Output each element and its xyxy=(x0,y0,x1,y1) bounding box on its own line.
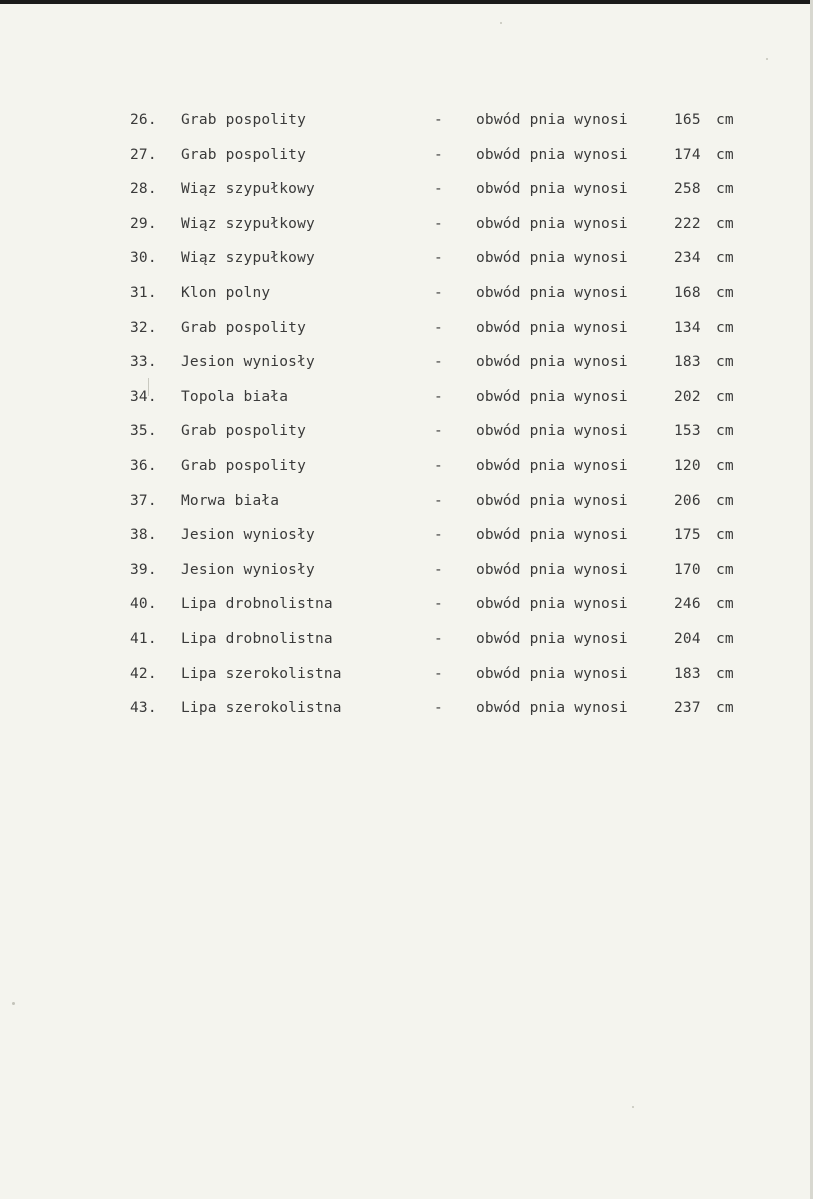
item-number: 35. xyxy=(130,423,157,440)
circumference-value: 120 xyxy=(674,457,701,474)
circumference-value: 153 xyxy=(674,423,701,440)
list-item xyxy=(0,250,813,285)
item-number: 34. xyxy=(130,388,157,405)
unit-label: cm xyxy=(716,527,734,544)
unit-label: cm xyxy=(716,457,734,474)
separator-dash: - xyxy=(434,388,443,405)
unit-label: cm xyxy=(716,284,734,301)
unit-label: cm xyxy=(716,492,734,509)
measurement-phrase: obwód pnia wynosi xyxy=(476,492,628,509)
tree-species: Grab pospolity xyxy=(181,146,307,163)
circumference-value: 206 xyxy=(674,492,701,509)
circumference-value: 246 xyxy=(674,596,701,613)
tree-species: Wiąz szypułkowy xyxy=(181,181,315,198)
circumference-value: 183 xyxy=(674,665,701,682)
circumference-value: 183 xyxy=(674,354,701,371)
measurement-phrase: obwód pnia wynosi xyxy=(476,388,628,405)
circumference-value: 237 xyxy=(674,700,701,717)
separator-dash: - xyxy=(434,700,443,717)
separator-dash: - xyxy=(434,423,443,440)
measurement-phrase: obwód pnia wynosi xyxy=(476,146,628,163)
circumference-value: 168 xyxy=(674,284,701,301)
unit-label: cm xyxy=(716,700,734,717)
unit-label: cm xyxy=(716,181,734,198)
tree-species: Morwa biała xyxy=(181,492,280,509)
list-item xyxy=(0,112,813,147)
list-item xyxy=(0,527,813,562)
item-number: 36. xyxy=(130,457,157,474)
item-number: 32. xyxy=(130,319,157,336)
circumference-value: 165 xyxy=(674,112,701,128)
measurement-phrase: obwód pnia wynosi xyxy=(476,215,628,232)
unit-label: cm xyxy=(716,423,734,440)
item-number: 31. xyxy=(130,284,157,301)
measurement-phrase: obwód pnia wynosi xyxy=(476,423,628,440)
tree-species: Grab pospolity xyxy=(181,112,307,128)
unit-label: cm xyxy=(716,665,734,682)
list-item xyxy=(0,596,813,631)
tree-species: Jesion wyniosły xyxy=(181,527,315,544)
paper-speck xyxy=(632,1106,634,1108)
separator-dash: - xyxy=(434,319,443,336)
separator-dash: - xyxy=(434,596,443,613)
item-number: 29. xyxy=(130,215,157,232)
circumference-value: 202 xyxy=(674,388,701,405)
measurement-phrase: obwód pnia wynosi xyxy=(476,284,628,301)
unit-label: cm xyxy=(716,596,734,613)
paper-speck xyxy=(766,58,768,60)
item-number: 40. xyxy=(130,596,157,613)
measurement-phrase: obwód pnia wynosi xyxy=(476,181,628,198)
list-item xyxy=(0,181,813,216)
scan-top-edge xyxy=(0,0,813,4)
tree-species: Wiąz szypułkowy xyxy=(181,215,315,232)
circumference-value: 175 xyxy=(674,527,701,544)
list-item xyxy=(0,666,813,701)
unit-label: cm xyxy=(716,112,734,128)
unit-label: cm xyxy=(716,561,734,578)
list-item xyxy=(0,216,813,251)
list-item xyxy=(0,389,813,424)
unit-label: cm xyxy=(716,354,734,371)
unit-label: cm xyxy=(716,630,734,647)
list-item xyxy=(0,493,813,528)
tree-species: Lipa drobnolistna xyxy=(181,630,333,647)
measurement-phrase: obwód pnia wynosi xyxy=(476,112,628,128)
measurement-phrase: obwód pnia wynosi xyxy=(476,527,628,544)
list-item xyxy=(0,147,813,182)
separator-dash: - xyxy=(434,250,443,267)
tree-species: Wiąz szypułkowy xyxy=(181,250,315,267)
separator-dash: - xyxy=(434,561,443,578)
separator-dash: - xyxy=(434,457,443,474)
tree-species: Jesion wyniosły xyxy=(181,561,315,578)
paper-speck xyxy=(12,1002,15,1005)
list-item xyxy=(0,320,813,355)
item-number: 43. xyxy=(130,700,157,717)
item-number: 28. xyxy=(130,181,157,198)
unit-label: cm xyxy=(716,388,734,405)
measurement-phrase: obwód pnia wynosi xyxy=(476,457,628,474)
item-number: 42. xyxy=(130,665,157,682)
measurement-phrase: obwód pnia wynosi xyxy=(476,596,628,613)
item-number: 30. xyxy=(130,250,157,267)
unit-label: cm xyxy=(716,250,734,267)
list-item xyxy=(0,631,813,666)
item-number: 27. xyxy=(130,146,157,163)
tree-species: Klon polny xyxy=(181,284,271,301)
item-number: 41. xyxy=(130,630,157,647)
separator-dash: - xyxy=(434,215,443,232)
item-number: 38. xyxy=(130,527,157,544)
list-item xyxy=(0,354,813,389)
unit-label: cm xyxy=(716,146,734,163)
separator-dash: - xyxy=(434,354,443,371)
paper-speck xyxy=(500,22,502,24)
tree-species: Lipa drobnolistna xyxy=(181,596,333,613)
measurement-phrase: obwód pnia wynosi xyxy=(476,319,628,336)
circumference-value: 258 xyxy=(674,181,701,198)
tree-list xyxy=(0,112,813,735)
separator-dash: - xyxy=(434,112,443,128)
circumference-value: 204 xyxy=(674,630,701,647)
circumference-value: 222 xyxy=(674,215,701,232)
separator-dash: - xyxy=(434,492,443,509)
list-item xyxy=(0,423,813,458)
measurement-phrase: obwód pnia wynosi xyxy=(476,250,628,267)
item-number: 37. xyxy=(130,492,157,509)
measurement-phrase: obwód pnia wynosi xyxy=(476,561,628,578)
tree-species: Lipa szerokolistna xyxy=(181,665,342,682)
item-number: 39. xyxy=(130,561,157,578)
separator-dash: - xyxy=(434,527,443,544)
separator-dash: - xyxy=(434,630,443,647)
unit-label: cm xyxy=(716,215,734,232)
tree-species: Topola biała xyxy=(181,388,289,405)
circumference-value: 234 xyxy=(674,250,701,267)
measurement-phrase: obwód pnia wynosi xyxy=(476,354,628,371)
tree-species: Lipa szerokolistna xyxy=(181,700,342,717)
circumference-value: 170 xyxy=(674,561,701,578)
list-item xyxy=(0,285,813,320)
measurement-phrase: obwód pnia wynosi xyxy=(476,700,628,717)
separator-dash: - xyxy=(434,146,443,163)
list-item xyxy=(0,562,813,597)
separator-dash: - xyxy=(434,665,443,682)
tree-species: Grab pospolity xyxy=(181,319,307,336)
list-item xyxy=(0,458,813,493)
tree-species: Grab pospolity xyxy=(181,457,307,474)
list-item xyxy=(0,700,813,735)
separator-dash: - xyxy=(434,181,443,198)
circumference-value: 134 xyxy=(674,319,701,336)
tree-species: Jesion wyniosły xyxy=(181,354,315,371)
item-number: 33. xyxy=(130,354,157,371)
separator-dash: - xyxy=(434,284,443,301)
measurement-phrase: obwód pnia wynosi xyxy=(476,630,628,647)
item-number: 26. xyxy=(130,112,157,128)
circumference-value: 174 xyxy=(674,146,701,163)
measurement-phrase: obwód pnia wynosi xyxy=(476,665,628,682)
tree-species: Grab pospolity xyxy=(181,423,307,440)
unit-label: cm xyxy=(716,319,734,336)
